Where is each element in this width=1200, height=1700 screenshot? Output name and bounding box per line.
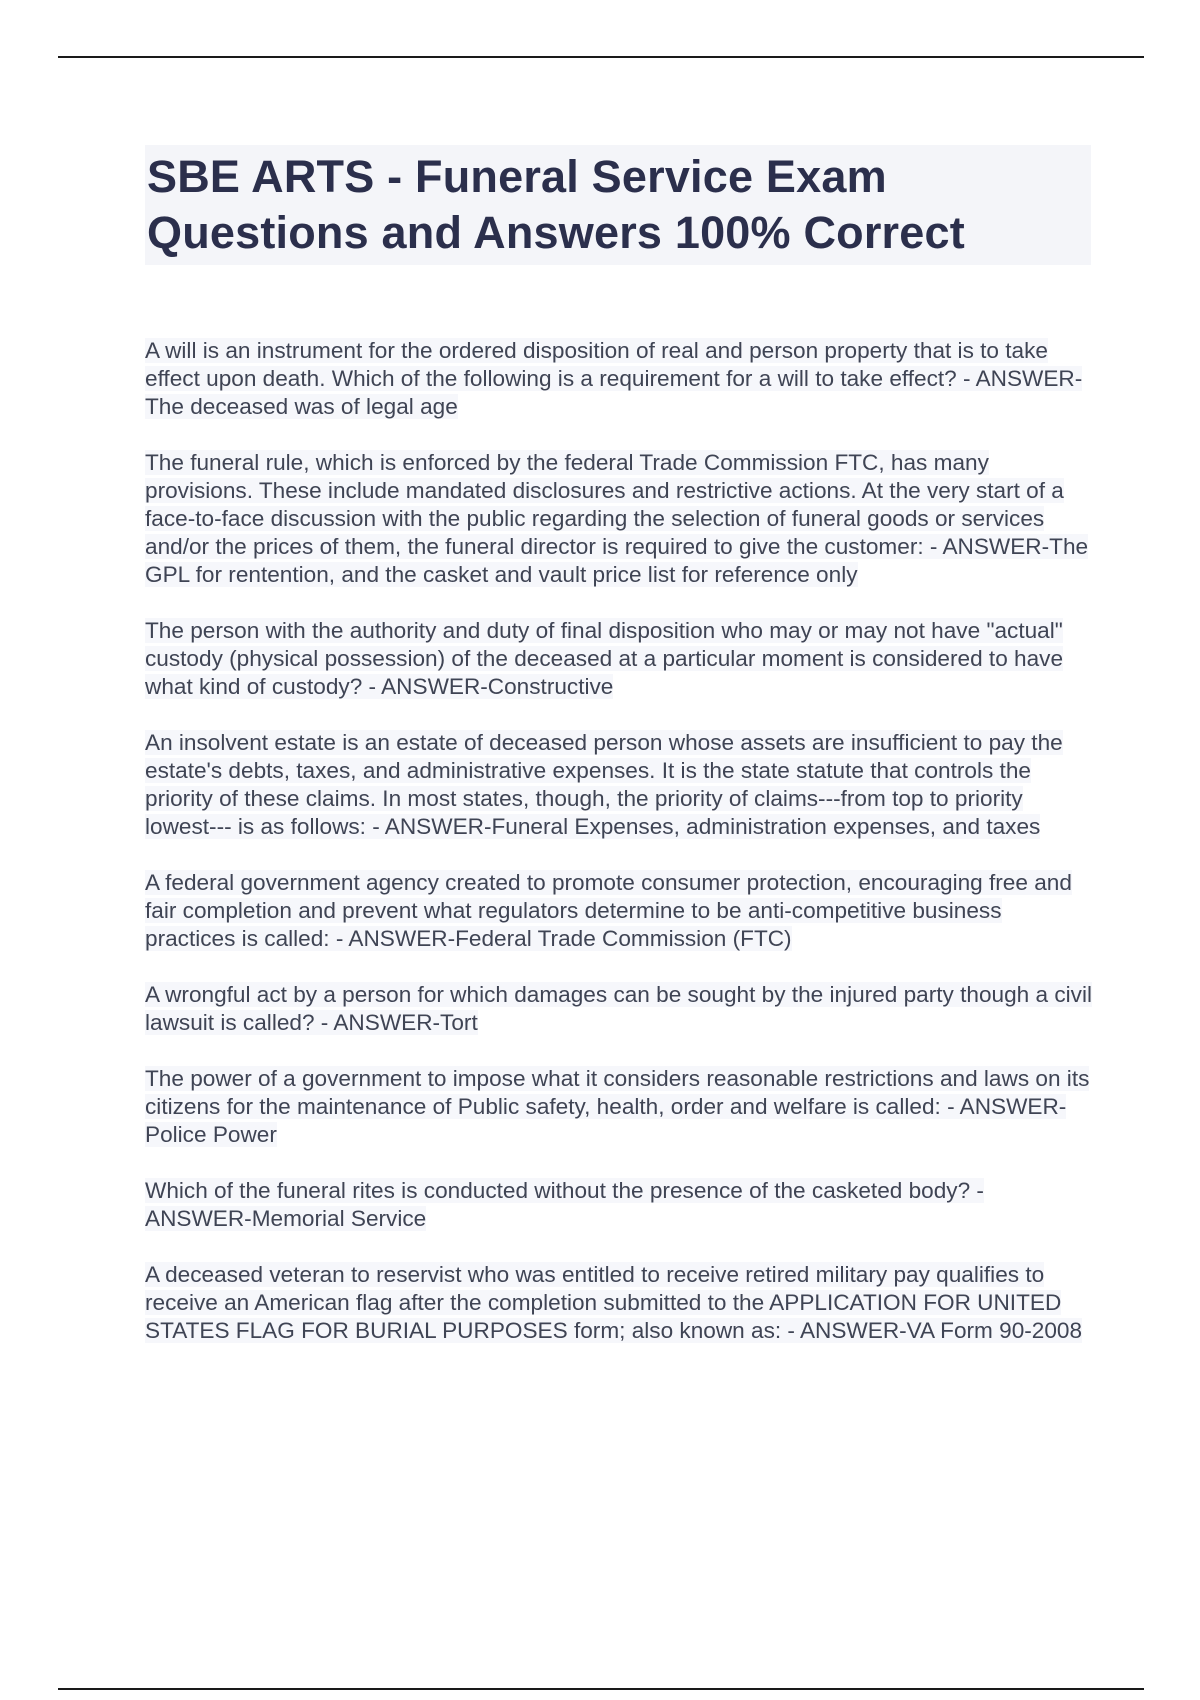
qa-item bbox=[145, 1261, 1095, 1345]
title-block bbox=[145, 145, 1091, 265]
qa-text: A deceased veteran to reservist who was entitled to receive retired military pay qualifies to receive an American flag after the completion submitted to the APPLICATION FOR UNITED STATES FLAG FOR BURIAL PURPOSES form; also known as: - ANSWER-VA Form 90-2008 bbox=[145, 1262, 1083, 1343]
qa-list bbox=[145, 337, 1095, 1373]
qa-item bbox=[145, 1065, 1095, 1149]
qa-item bbox=[145, 981, 1095, 1037]
qa-text: The funeral rule, which is enforced by the federal Trade Commission FTC, has many provisions. These include mandated disclosures and restrictive actions. At the very start of a face-to-face discussion with the public regarding the selection of funeral goods or services and/or the prices of them, the funeral director is required to give the customer: - ANSWER-The GPL for rentention, and the casket and vault price list for reference only bbox=[145, 450, 1089, 587]
qa-item bbox=[145, 617, 1095, 701]
top-rule bbox=[58, 56, 1144, 58]
title-line-2: Questions and Answers 100% Correct bbox=[147, 207, 965, 258]
title-line-1: SBE ARTS - Funeral Service Exam bbox=[147, 151, 887, 202]
qa-text: Which of the funeral rites is conducted without the presence of the casketed body? - ANSWER-Memorial Service bbox=[145, 1178, 984, 1231]
qa-text: The power of a government to impose what it considers reasonable restrictions and laws on its citizens for the maintenance of Public safety, health, order and welfare is called: - ANSWER-Police Power bbox=[145, 1066, 1090, 1147]
qa-item bbox=[145, 337, 1095, 421]
qa-text: The person with the authority and duty of final disposition who may or may not have "actual" custody (physical possession) of the deceased at a particular moment is considered to have what kind of custody? - ANSWER-Constructive bbox=[145, 618, 1064, 699]
qa-text: A will is an instrument for the ordered disposition of real and person property that is to take effect upon death. Which of the following is a requirement for a will to take effect? - ANSWER-The deceased was of legal age bbox=[145, 338, 1083, 419]
document-title bbox=[147, 149, 1089, 261]
qa-text: An insolvent estate is an estate of deceased person whose assets are insufficient to pay the estate's debts, taxes, and administrative expenses. It is the state statute that controls the priority of these claims. In most states, though, the priority of claims---from top to priority lowest--- is as follows: - ANSWER-Funeral Expenses, administration expenses, and taxes bbox=[145, 730, 1063, 839]
bottom-rule bbox=[58, 1688, 1144, 1690]
qa-item bbox=[145, 1177, 1095, 1233]
qa-text: A wrongful act by a person for which damages can be sought by the injured party though a civil lawsuit is called? - ANSWER-Tort bbox=[145, 982, 1092, 1035]
qa-item bbox=[145, 729, 1095, 841]
qa-item bbox=[145, 869, 1095, 953]
qa-item bbox=[145, 449, 1095, 589]
qa-text: A federal government agency created to promote consumer protection, encouraging free and fair completion and prevent what regulators determine to be anti-competitive business practices is called: - ANSWER-Federal Trade Commission (FTC) bbox=[145, 870, 1072, 951]
